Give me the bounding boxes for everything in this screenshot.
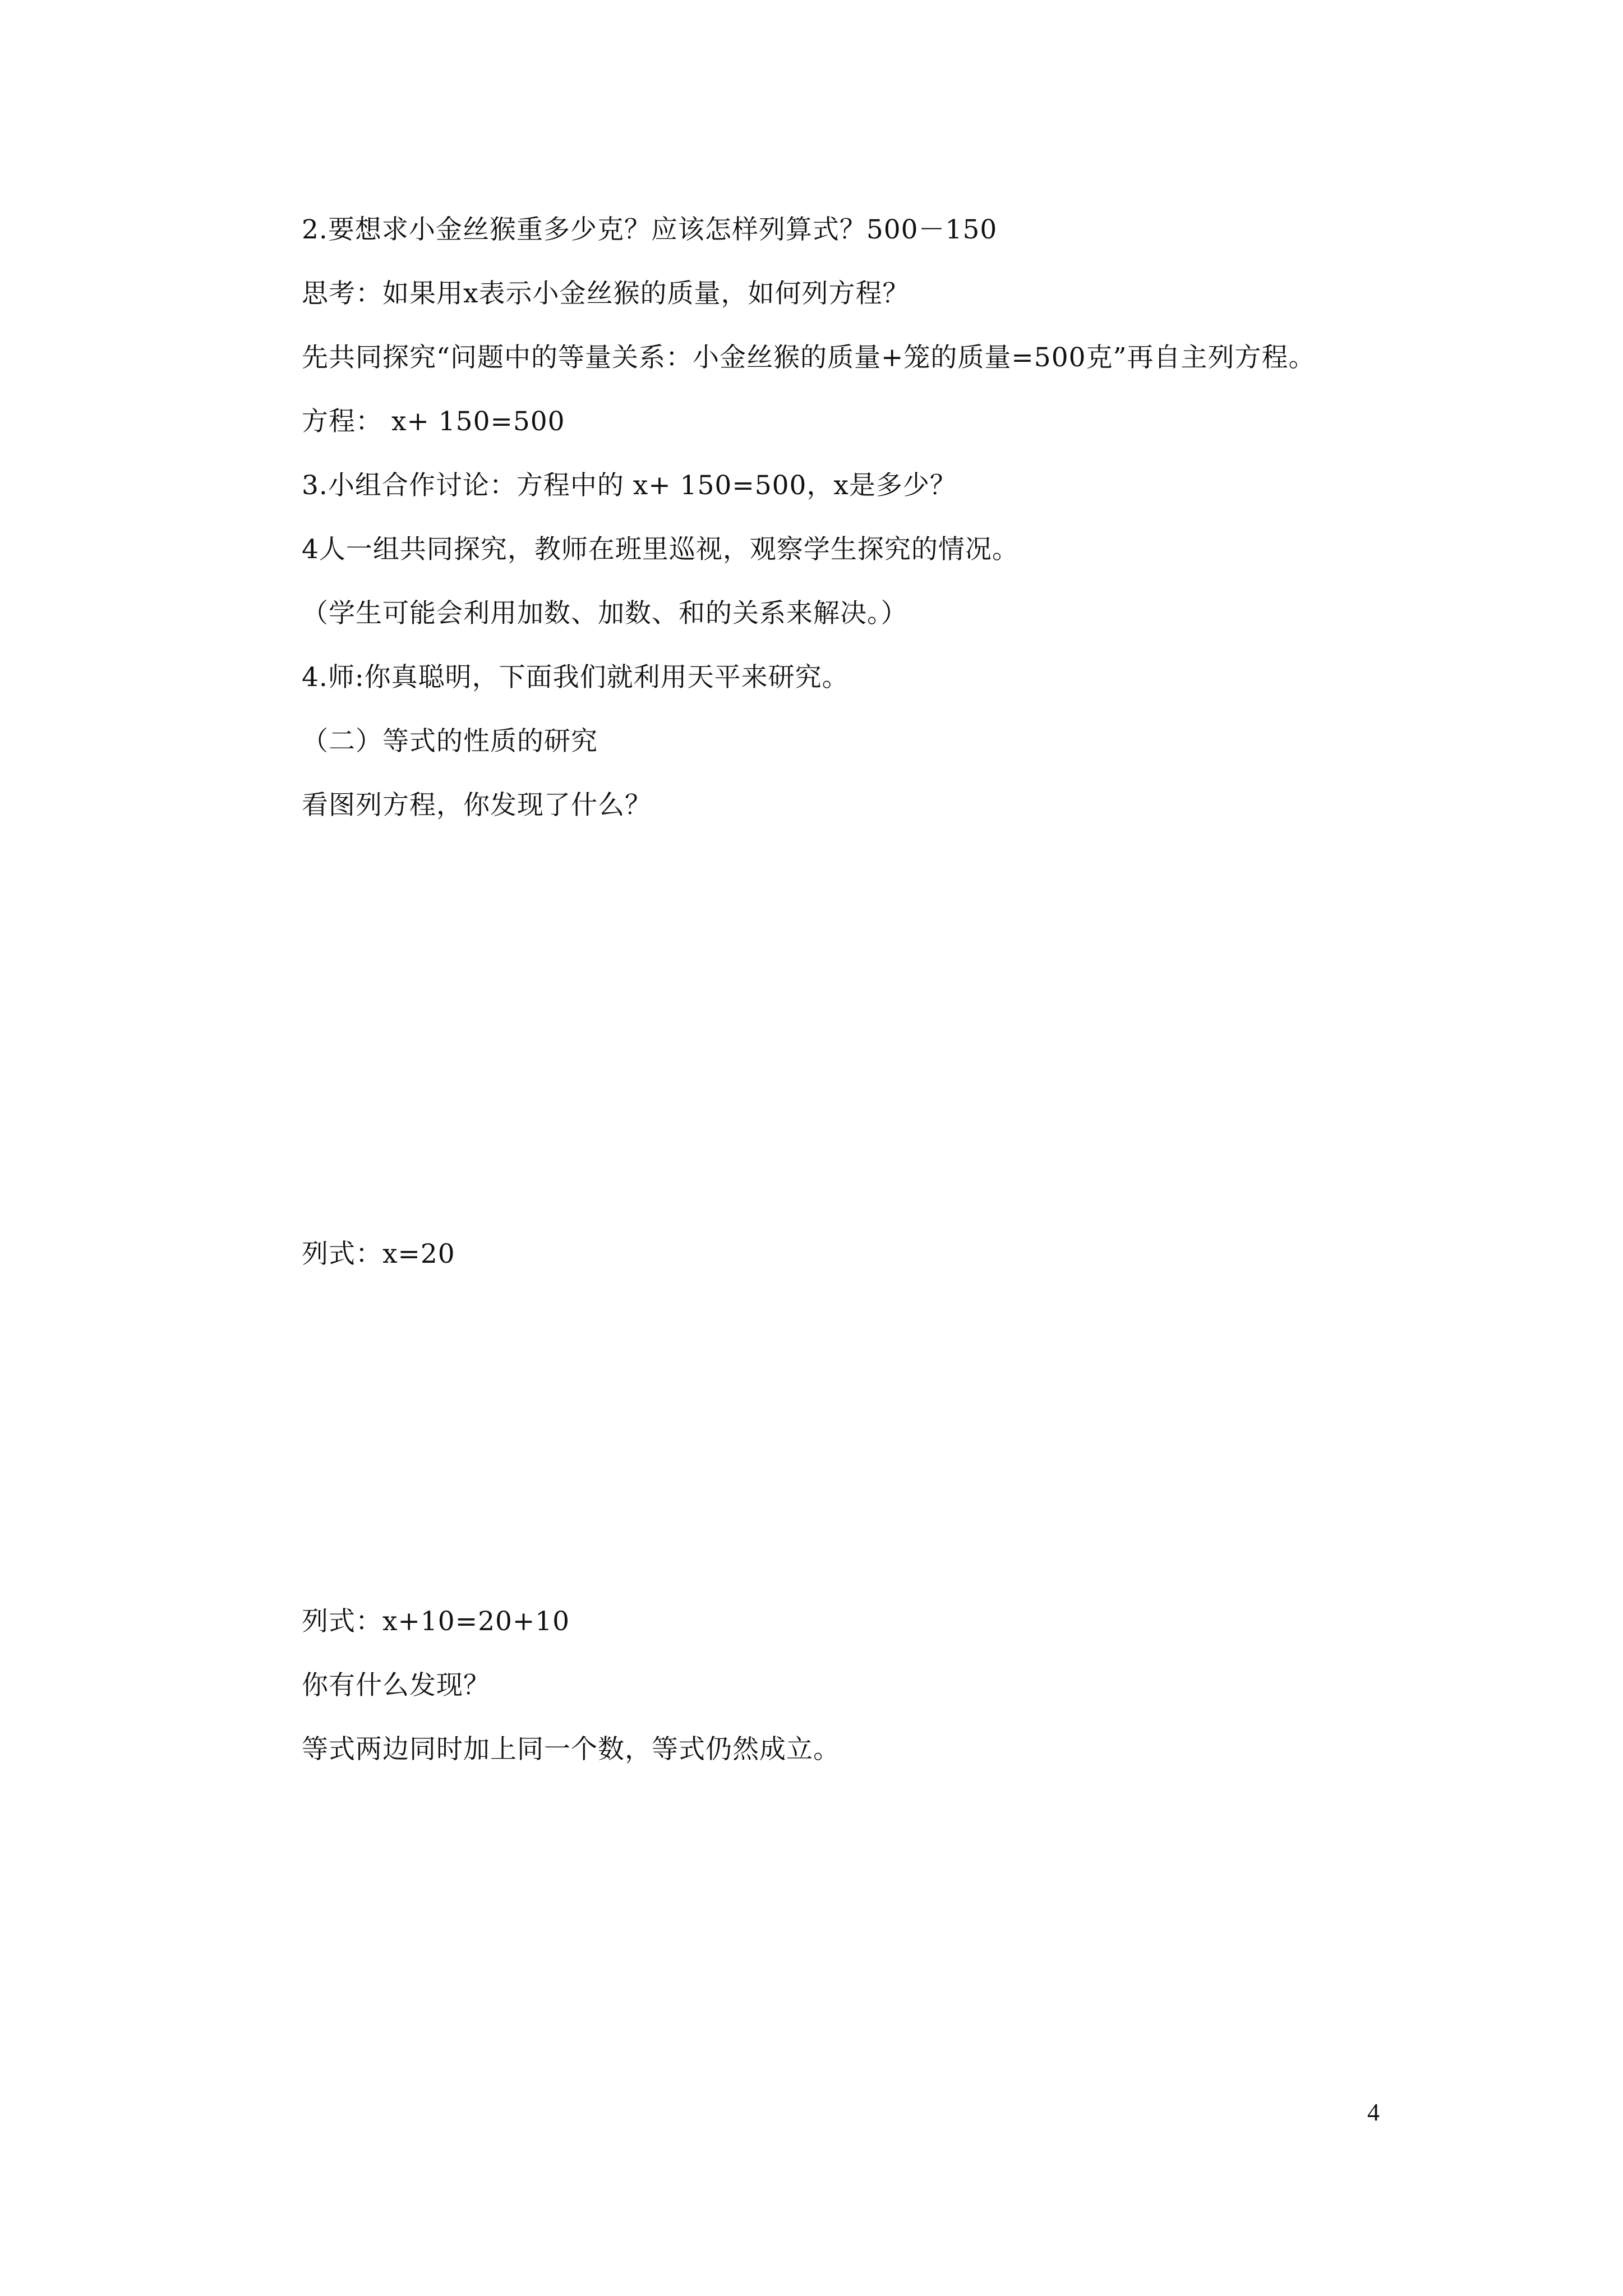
- text-line-question-3: 3.小组合作讨论：方程中的 x+ 150=500，x是多少？: [302, 470, 957, 501]
- text-line-question-2: 2.要想求小金丝猴重多少克？应该怎样列算式？500－150: [302, 214, 998, 245]
- page-number: 4: [1367, 2099, 1380, 2126]
- text-line-conclusion: 等式两边同时加上同一个数，等式仍然成立。: [302, 1734, 840, 1765]
- text-line-equation: 方程： x+ 150=500: [302, 406, 565, 437]
- text-line-discovery-question: 你有什么发现？: [302, 1670, 490, 1701]
- text-line-explore: 先共同探究“问题中的等量关系：小金丝猴的质量+笼的质量=500克”再自主列方程。: [302, 342, 1316, 373]
- text-line-formula-2: 列式：x+10=20+10: [302, 1606, 570, 1637]
- text-line-formula-1: 列式：x=20: [302, 1239, 455, 1269]
- text-line-group-work: 4人一组共同探究，教师在班里巡视，观察学生探究的情况。: [302, 534, 1019, 565]
- text-line-student-note: （学生可能会利用加数、加数、和的关系来解决。）: [302, 598, 908, 629]
- text-line-question-4: 4.师:你真聪明，下面我们就利用天平来研究。: [302, 662, 849, 693]
- text-line-look-picture: 看图列方程，你发现了什么？: [302, 790, 652, 821]
- section-heading: （二）等式的性质的研究: [302, 726, 598, 757]
- text-line-think: 思考：如果用x表示小金丝猴的质量，如何列方程？: [302, 278, 910, 309]
